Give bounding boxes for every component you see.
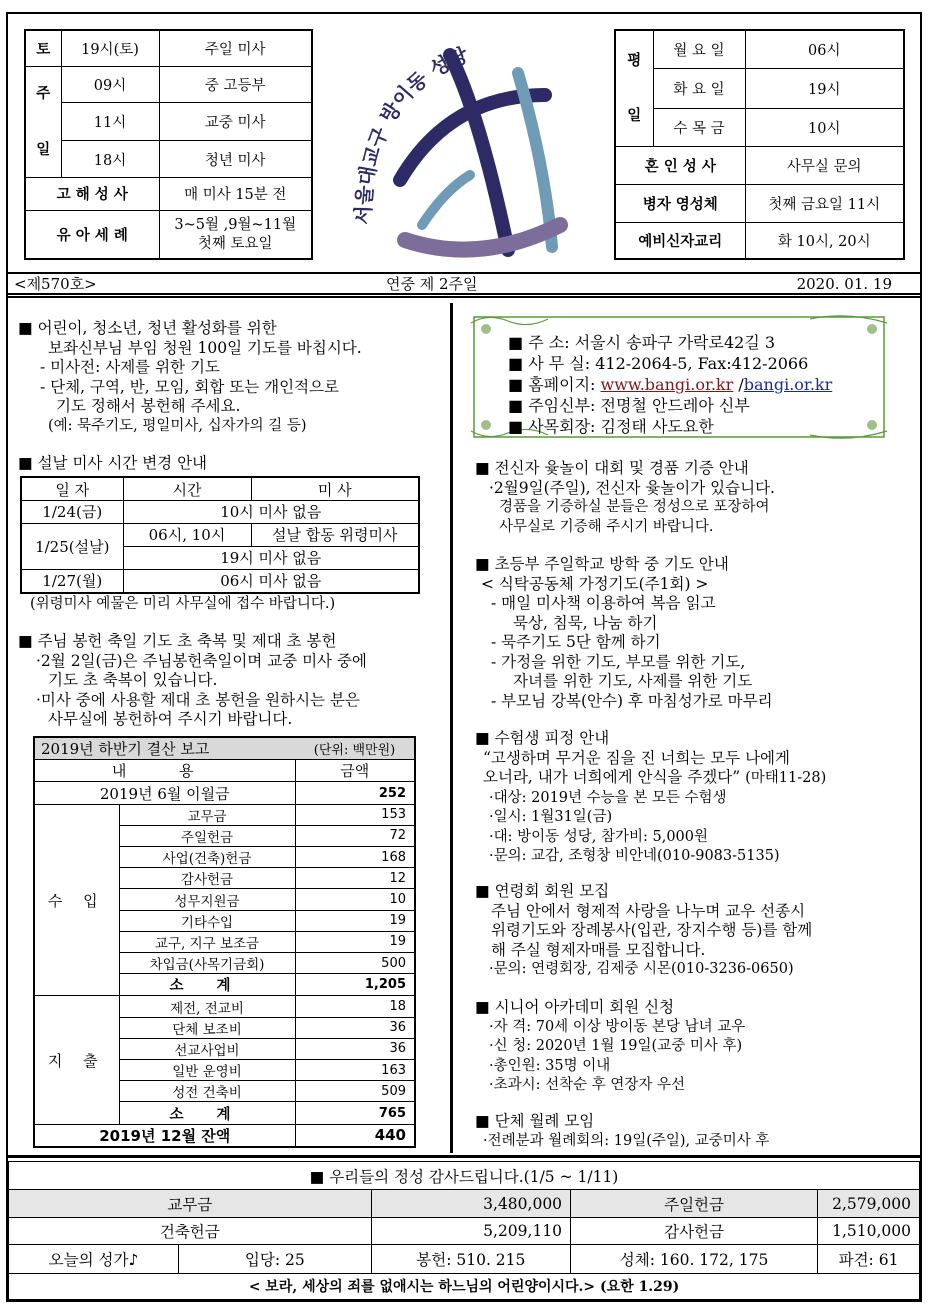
address-value: 서울시 송파구 가락로42길 3 — [574, 333, 776, 352]
hymn-dismissal: 파견: 61 — [818, 1245, 920, 1273]
weekday-time: 10시 — [745, 108, 904, 146]
notice-line: ·대상: 2019년 수능을 본 모든 수험생 — [489, 789, 727, 806]
notice-line: 사무실에 봉헌하여 주시기 바랍니다. — [48, 710, 293, 728]
notice-line: 해 주실 형제자매를 모집합니다. — [491, 940, 706, 959]
expense-subtotal-label: 소 계 — [119, 1102, 295, 1124]
notice-line: ·자 격: 70세 이상 방이동 본당 남녀 교우 — [489, 1018, 746, 1035]
offering-value: 3,480,000 — [371, 1190, 570, 1217]
baptism-label: 유 아 세 례 — [25, 211, 159, 259]
baptism-value: 3~5월 ,9월~11월 첫째 토요일 — [159, 211, 312, 259]
weekday-time: 19시 — [745, 68, 904, 108]
bottom-divider — [6, 1155, 922, 1158]
notice-line: - 부모님 강복(안수) 후 마침성가로 마무리 — [491, 691, 773, 710]
council-label: ■ 사목회장: — [508, 417, 596, 436]
finance-item-header: 내 용 — [34, 760, 295, 782]
row-date: 1/24(금) — [21, 501, 123, 524]
notice-yut-game — [475, 459, 775, 537]
notice-line: - 매일 미사책 이용하여 복음 읽고 — [491, 594, 716, 612]
notice-student-retreat — [475, 729, 826, 867]
weekday-time: 06시 — [745, 30, 904, 68]
notice-sunday-school — [475, 555, 773, 711]
notice-title: ■ 주님 봉헌 축일 기도 초 축복 및 제대 초 봉헌 — [18, 632, 337, 650]
address-row — [508, 332, 832, 353]
sunday-label-1: 토 — [25, 30, 61, 66]
notice-line: 기도 초 축복이 있습니다. — [48, 671, 218, 689]
income-value: 168 — [295, 847, 415, 868]
address-label: ■ 주 소: — [508, 333, 570, 352]
notice-title: ■ 수험생 피정 안내 — [475, 729, 610, 747]
income-label: 수 입 — [34, 804, 119, 996]
income-value: 10 — [295, 889, 415, 910]
notice-line: ·2월9일(주일), 전신자 윷놀이가 있습니다. — [489, 478, 775, 497]
notice-line: ·문의: 연령회장, 김제중 시몬(010-3236-0650) — [489, 961, 794, 977]
income-value: 72 — [295, 825, 415, 846]
income-item: 교구, 지구 보조금 — [119, 931, 295, 952]
gospel-verse: < 보라, 세상의 죄를 없애시는 하느님의 어린양이시다.> (요한 1.29) — [9, 1273, 920, 1299]
homepage-row — [508, 374, 832, 395]
weekday-day: 월 요 일 — [653, 30, 745, 68]
col-date-header: 일 자 — [21, 477, 123, 501]
pastor-label: ■ 주임신부: — [508, 396, 596, 415]
income-item: 교무금 — [119, 804, 295, 825]
notice-line: 사무실로 기증해 주시기 바랍니다. — [499, 518, 714, 535]
homepage-link[interactable]: www.bangi.or.kr — [600, 375, 734, 394]
notice-line: - 가정을 위한 기도, 부모를 위한 기도, — [491, 652, 746, 671]
notice-monthly-meeting — [475, 1112, 769, 1151]
income-item: 차입금(사목기금회) — [119, 953, 295, 974]
notice-line: 기도 정해서 봉헌해 주세요. — [56, 397, 241, 415]
sick-communion-value: 첫째 금요일 11시 — [745, 184, 904, 222]
notice-candlemas — [18, 632, 367, 730]
homepage-separator: / — [733, 375, 744, 394]
column-divider — [450, 303, 453, 1153]
income-item: 성무지원금 — [119, 889, 295, 910]
weekday-mass-table — [614, 29, 905, 260]
expense-value: 509 — [295, 1081, 415, 1102]
notice-line: 위령기도와 장례봉사(입관, 장지수행 등)를 함께 — [491, 921, 813, 939]
finance-report-table — [33, 736, 416, 1148]
income-item: 사업(건축)헌금 — [119, 847, 295, 868]
offering-value: 1,510,000 — [818, 1217, 920, 1244]
income-subtotal-label: 소 계 — [119, 974, 295, 996]
expense-item: 성전 건축비 — [119, 1081, 295, 1102]
row-value: 설날 합동 위령미사 — [251, 523, 419, 546]
notice-line: ·미사 중에 사용할 제대 초 봉헌을 원하시는 분은 — [36, 690, 360, 709]
sched-name: 청년 미사 — [159, 141, 312, 177]
income-value: 12 — [295, 868, 415, 889]
income-value: 153 — [295, 804, 415, 825]
quote-text: 오너라, 내가 너희에게 안식을 주겠다” — [483, 768, 741, 786]
offering-label: 건축헌금 — [9, 1217, 372, 1244]
notice-line: ·대: 방이동 성당, 참가비: 5,000원 — [489, 828, 709, 845]
sick-communion-label: 병자 영성체 — [615, 184, 745, 222]
office-row — [508, 353, 832, 374]
notice-line: ·초과시: 선착순 후 연장자 우선 — [489, 1077, 686, 1093]
confession-value: 매 미사 15분 전 — [159, 177, 312, 210]
sunday-mass-table — [24, 29, 313, 260]
expense-value: 36 — [295, 1038, 415, 1059]
notice-title: ■ 초등부 주일학교 방학 중 기도 안내 — [475, 555, 729, 573]
sched-time: 19시(토) — [61, 30, 159, 66]
notice-line: ·문의: 교감, 조형창 비안네(010-9083-5135) — [489, 848, 780, 864]
notice-line: - 미사전: 사제를 위한 기도 — [40, 358, 220, 376]
carry-over-label: 2019년 6월 이월금 — [34, 782, 295, 804]
wedding-label: 혼 인 성 사 — [615, 146, 745, 184]
homepage-link-2[interactable]: bangi.or.kr — [743, 375, 833, 394]
row-date: 1/25(설날) — [21, 523, 123, 569]
finance-title: 2019년 하반기 결산 보고 — [34, 737, 295, 760]
balance-label: 2019년 12월 잔액 — [34, 1124, 295, 1147]
income-item: 기타수입 — [119, 910, 295, 931]
income-item: 주일헌금 — [119, 825, 295, 846]
confession-label: 고 해 성 사 — [25, 177, 159, 210]
expense-item: 제전, 전교비 — [119, 996, 295, 1017]
col-mass-header: 미 사 — [251, 477, 419, 501]
expense-item: 단체 보조비 — [119, 1017, 295, 1038]
notice-line: 경품을 기증하실 분들은 정성으로 포장하여 — [499, 499, 770, 515]
svg-text:서울대교구 방이동 성당 — [351, 42, 472, 225]
sched-name: 중 고등부 — [159, 66, 312, 102]
catechumen-label: 예비신자교리 — [615, 222, 745, 259]
sched-name: 주일 미사 — [159, 30, 312, 66]
balance-value: 440 — [295, 1124, 415, 1147]
col-time-header: 시간 — [123, 477, 251, 501]
income-subtotal: 1,205 — [295, 974, 415, 996]
office-value: 412-2064-5, Fax:412-2066 — [595, 354, 809, 373]
notice-line: 보좌신부님 부임 청원 100일 기도를 바칩시다. — [48, 338, 362, 357]
notice-line: ·신 청: 2020년 1월 19일(교중 미사 후) — [489, 1038, 743, 1054]
notice-prayer — [18, 319, 362, 436]
notice-funeral-society — [475, 882, 812, 980]
sched-time: 18시 — [61, 141, 159, 177]
expense-subtotal: 765 — [295, 1102, 415, 1124]
council-row — [508, 416, 832, 437]
parish-logo — [330, 25, 600, 265]
notice-line: 묵상, 침묵, 나눔 하기 — [513, 613, 658, 632]
sunday-label: 주 일 — [25, 66, 61, 177]
pastor-row — [508, 395, 832, 416]
offering-thanks-table — [8, 1161, 920, 1300]
sched-time: 11시 — [61, 103, 159, 141]
homepage-label: ■ 홈페이지: — [508, 375, 596, 394]
lunar-new-year-table — [20, 476, 420, 594]
expense-item: 선교사업비 — [119, 1038, 295, 1059]
notice-senior-academy — [475, 998, 745, 1096]
notice-line: < 식탁공동체 가정기도(주1회) > — [481, 574, 709, 593]
notice-line: “고생하며 무거운 짐을 진 너희는 모두 나에게 — [483, 748, 791, 767]
logo-text: 서울대교구 방이동 성당 — [350, 42, 472, 226]
row-value: 10시 미사 없음 — [123, 501, 419, 524]
hymn-label: 오늘의 성가♪ — [9, 1245, 179, 1273]
notice-title: ■ 연령회 회원 모집 — [475, 882, 610, 900]
income-value: 500 — [295, 953, 415, 974]
notice-line: ·전례분과 월례회의: 19일(주일), 교중미사 후 — [483, 1132, 770, 1149]
notice-line: ·일시: 1월31일(금) — [489, 809, 613, 825]
hymn-offertory: 봉헌: 510. 215 — [371, 1245, 570, 1273]
hymn-communion: 성체: 160. 172, 175 — [571, 1245, 818, 1273]
income-value: 19 — [295, 931, 415, 952]
issue-title: 연중 제 2주일 — [386, 275, 478, 293]
sched-name: 교중 미사 — [159, 103, 312, 141]
quote-reference: (마태11-28) — [745, 770, 827, 786]
wedding-value: 사무실 문의 — [745, 146, 904, 184]
thanks-title: ■ 우리들의 정성 감사드립니다.(1/5 ~ 1/11) — [9, 1162, 920, 1190]
notice-line: ·총인원: 35명 이내 — [489, 1057, 611, 1074]
expense-value: 163 — [295, 1060, 415, 1081]
weekday-label: 평 일 — [615, 30, 653, 146]
catechumen-value: 화 10시, 20시 — [745, 222, 904, 259]
offering-label: 교무금 — [9, 1190, 372, 1217]
offering-value: 2,579,000 — [818, 1190, 920, 1217]
notice-line: - 단체, 구역, 반, 모임, 회합 또는 개인적으로 — [40, 377, 340, 396]
row-date: 1/27(월) — [21, 569, 123, 593]
notice-line: 주님 안에서 형제적 사랑을 나누며 교우 선종시 — [491, 901, 806, 920]
finance-unit: (단위: 백만원) — [295, 737, 415, 760]
issue-bar — [6, 272, 922, 298]
offering-value: 5,209,110 — [371, 1217, 570, 1244]
notice-line: (예: 묵주기도, 평일미사, 십자가의 길 등) — [48, 417, 307, 434]
finance-amount-header: 금액 — [295, 760, 415, 782]
notice-title: ■ 전신자 윷놀이 대회 및 경품 기증 안내 — [475, 459, 749, 477]
notice-line: - 묵주기도 5단 함께 하기 — [491, 633, 661, 651]
row-value: 19시 미사 없음 — [123, 546, 419, 569]
parish-info — [508, 332, 832, 437]
notice-line: ·2월 2일(금)은 주님봉헌축일이며 교중 미사 중에 — [36, 651, 367, 670]
expense-value: 18 — [295, 996, 415, 1017]
income-value: 19 — [295, 910, 415, 931]
offering-label: 감사헌금 — [571, 1217, 818, 1244]
issue-number: <제570호> — [14, 275, 97, 293]
sched-time: 09시 — [61, 66, 159, 102]
row-time: 06시, 10시 — [123, 523, 251, 546]
notice-line: 자녀를 위한 기도, 사제를 위한 기도 — [513, 672, 753, 690]
office-label: ■ 사 무 실: — [508, 354, 591, 373]
notice-title: ■ 어린이, 청소년, 청년 활성화를 위한 — [18, 319, 277, 337]
hymn-entrance: 입당: 25 — [179, 1245, 372, 1273]
council-value: 김정태 사도요한 — [600, 417, 714, 436]
expense-item: 일반 운영비 — [119, 1060, 295, 1081]
notice-title: ■ 단체 월례 모임 — [475, 1112, 595, 1130]
income-item: 감사헌금 — [119, 868, 295, 889]
offering-label: 주일헌금 — [571, 1190, 818, 1217]
notice-lunar-new-year-title: ■ 설날 미사 시간 변경 안내 — [18, 454, 208, 472]
issue-date: 2020. 01. 19 — [796, 274, 892, 293]
memorial-mass-note: (위령미사 예물은 미리 사무실에 접수 바랍니다.) — [30, 596, 336, 612]
pastor-value: 전명철 안드레아 신부 — [600, 396, 750, 415]
weekday-day: 화 요 일 — [653, 68, 745, 108]
expense-label: 지 출 — [34, 996, 119, 1124]
row-value: 06시 미사 없음 — [123, 569, 419, 593]
expense-value: 36 — [295, 1017, 415, 1038]
notice-line — [475, 768, 826, 789]
carry-over-value: 252 — [295, 782, 415, 804]
weekday-day: 수 목 금 — [653, 108, 745, 146]
notice-title: ■ 시니어 아카데미 회원 신청 — [475, 998, 675, 1016]
